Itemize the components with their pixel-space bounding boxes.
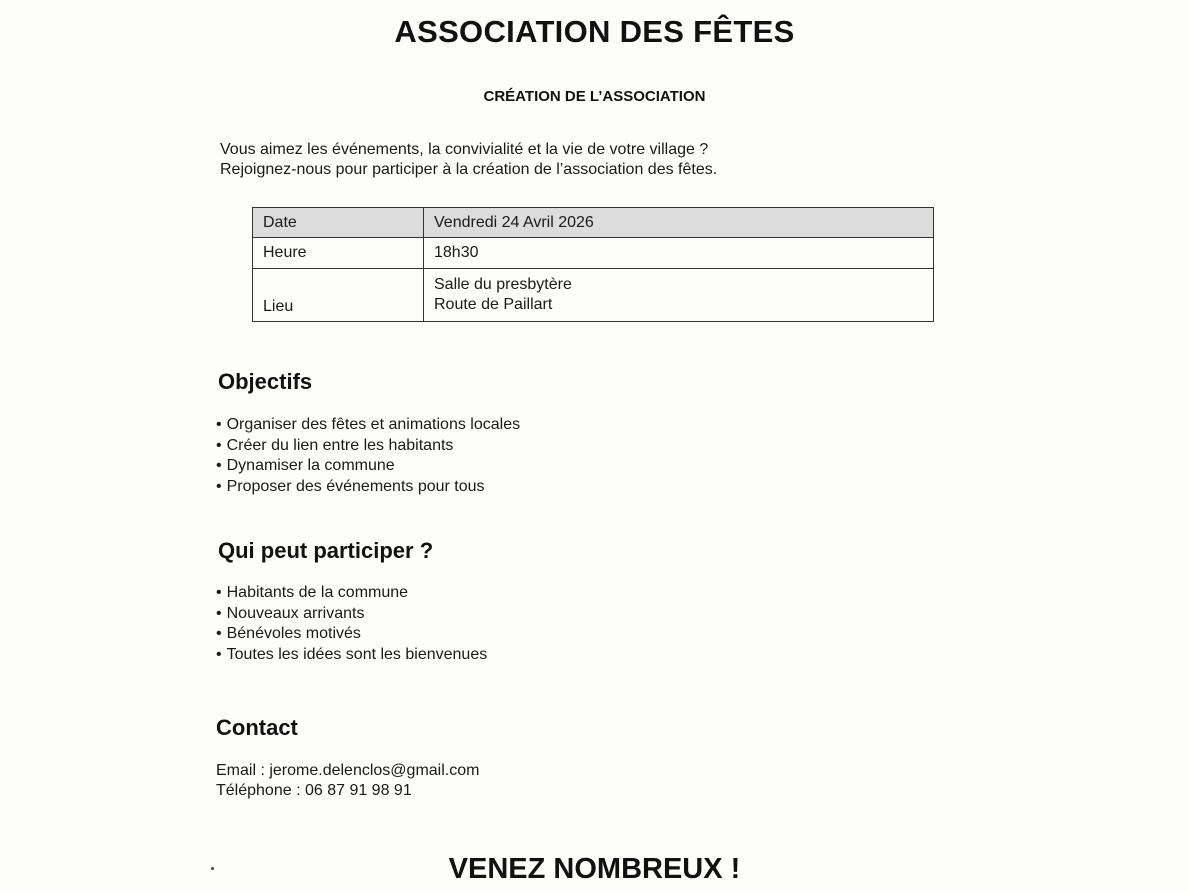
document-title: ASSOCIATION DES FÊTES xyxy=(394,14,795,49)
contact-phone: Téléphone : 06 87 91 98 91 xyxy=(216,782,412,799)
intro-line: Rejoignez-nous pour participer à la création de l’association des fêtes. xyxy=(220,161,718,178)
list-item: • Nouveaux arrivants xyxy=(216,604,487,625)
footer-callout: VENEZ NOMBREUX ! xyxy=(448,853,741,885)
table-row-location xyxy=(253,269,934,322)
participants-heading: Qui peut participer ? xyxy=(218,538,434,563)
document-subtitle: CRÉATION DE L’ASSOCIATION xyxy=(483,88,706,105)
objectifs-list xyxy=(216,415,520,497)
list-item: • Toutes les idées sont les bienvenues xyxy=(216,645,487,666)
contact-heading: Contact xyxy=(216,715,298,740)
contact-email: Email : jerome.delenclos@gmail.com xyxy=(216,762,480,779)
date-label: Date xyxy=(253,208,424,238)
list-item: • Créer du lien entre les habitants xyxy=(216,436,520,457)
list-item: • Bénévoles motivés xyxy=(216,624,487,645)
table-row-date xyxy=(253,208,934,238)
table-row-time xyxy=(253,238,934,269)
intro-paragraph xyxy=(220,140,980,180)
list-item: • Proposer des événements pour tous xyxy=(216,477,520,498)
intro-line: Vous aimez les événements, la convivialité et la vie de votre village ? xyxy=(220,141,709,158)
list-item: • Organiser des fêtes et animations locales xyxy=(216,415,520,436)
time-value: 18h30 xyxy=(424,238,934,269)
event-info-table xyxy=(252,207,934,322)
location-line: Route de Paillart xyxy=(434,296,553,313)
time-label: Heure xyxy=(253,238,424,269)
location-line: Salle du presbytère xyxy=(434,276,572,293)
location-value xyxy=(424,269,934,322)
location-label: Lieu xyxy=(253,269,424,322)
date-value: Vendredi 24 Avril 2026 xyxy=(424,208,934,238)
contact-block xyxy=(216,761,479,801)
participants-list xyxy=(216,583,487,665)
list-item: • Dynamiser la commune xyxy=(216,456,520,477)
objectifs-heading: Objectifs xyxy=(218,369,313,394)
list-item: • Habitants de la commune xyxy=(216,583,487,604)
